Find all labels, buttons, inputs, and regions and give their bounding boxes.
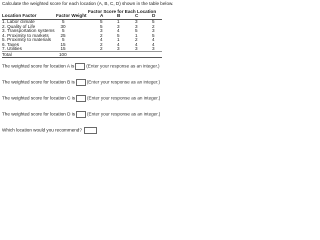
row-score-a: 2 xyxy=(100,32,103,38)
row-weight: 15 xyxy=(60,46,66,51)
row-factor: 5. Proximity to materials xyxy=(2,37,52,42)
total-label: Total xyxy=(2,51,12,57)
row-score-b: 4 xyxy=(117,41,120,47)
instruction-text: Calculate the weighted score for each location (A, B, C, D) shown in the table below. xyxy=(2,1,174,6)
total-divider xyxy=(2,51,162,52)
row-weight: 15 xyxy=(60,41,66,47)
row-weight: 5 xyxy=(62,19,65,24)
row-weight: 30 xyxy=(60,23,66,29)
question-text: The weighted score for location D is xyxy=(2,111,76,117)
row-score-d: 5 xyxy=(152,32,155,38)
row-score-b: 1 xyxy=(117,37,120,42)
row-factor: 2. Quality of Life xyxy=(2,23,36,29)
row-weight: 5 xyxy=(62,37,65,42)
table-bottom-divider xyxy=(2,57,162,58)
row-score-b: 3 xyxy=(117,46,120,51)
answer-hint: (Enter your response as an integer.) xyxy=(86,63,160,69)
question-location-a xyxy=(2,63,160,70)
row-factor: 6. Taxes xyxy=(2,41,20,47)
col-b: B xyxy=(117,13,121,18)
answer-hint: (Enter your response as an integer.) xyxy=(87,95,161,101)
row-score-d: 5 xyxy=(152,19,155,24)
row-score-b: 3 xyxy=(117,23,120,29)
row-score-a: 2 xyxy=(100,41,103,47)
row-score-c: 2 xyxy=(135,37,138,42)
row-score-b: 1 xyxy=(117,19,120,24)
question-location-d xyxy=(2,111,160,118)
question-text: The weighted score for location C is xyxy=(2,95,76,101)
row-score-c: 1 xyxy=(135,32,138,38)
row-weight: 5 xyxy=(62,28,65,33)
row-score-c: 5 xyxy=(135,28,138,33)
row-factor: 3. Transportation systems xyxy=(2,28,55,33)
answer-input-b[interactable] xyxy=(76,79,86,86)
col-factor-weight: Factor Weight xyxy=(56,13,87,18)
row-score-d: 3 xyxy=(152,28,155,33)
page xyxy=(0,0,200,139)
row-score-d: 3 xyxy=(152,46,155,51)
row-score-a: 2 xyxy=(100,46,103,51)
question-location-c xyxy=(2,95,160,102)
answer-input-a[interactable] xyxy=(75,63,85,70)
question-text: The weighted score for location A is xyxy=(2,63,75,69)
row-score-a: 5 xyxy=(100,19,103,24)
answer-hint: (Enter your response as an integer.) xyxy=(87,111,161,117)
col-a: A xyxy=(100,13,104,18)
row-score-d: 2 xyxy=(152,23,155,29)
row-score-c: 4 xyxy=(135,41,138,47)
answer-hint: (Enter your response as an integer.) xyxy=(86,79,161,85)
row-score-c: 3 xyxy=(135,23,138,29)
row-score-c: 3 xyxy=(135,46,138,51)
row-score-c: 3 xyxy=(135,19,138,24)
row-score-b: 4 xyxy=(117,28,120,33)
question-text: The weighted score for location B is xyxy=(2,79,75,85)
col-d: D xyxy=(152,13,156,18)
col-c: C xyxy=(135,13,139,18)
location-factor-table xyxy=(2,9,162,101)
row-weight: 25 xyxy=(60,32,66,38)
total-value: 100 xyxy=(59,51,67,57)
row-score-d: 4 xyxy=(152,41,155,47)
group-header: Factor Score for Each Location xyxy=(88,9,157,14)
col-location-factor: Location Factor xyxy=(2,13,37,18)
row-score-a: 5 xyxy=(100,23,103,29)
row-score-d: 4 xyxy=(152,37,155,42)
answer-input-c[interactable] xyxy=(76,95,86,102)
row-factor: 7. Utilities xyxy=(2,46,22,51)
row-score-a: 4 xyxy=(100,37,103,42)
question-recommend-location xyxy=(2,127,98,134)
recommended-location-select[interactable] xyxy=(84,127,97,134)
row-score-b: 5 xyxy=(117,32,120,38)
question-text: Which location would you recommend? xyxy=(2,127,82,133)
row-score-a: 3 xyxy=(100,28,103,33)
row-factor: 1. Labor climate xyxy=(2,19,35,24)
question-location-b xyxy=(2,79,160,86)
row-factor: 4. Proximity to markets xyxy=(2,32,49,38)
answer-input-d[interactable] xyxy=(76,111,86,118)
